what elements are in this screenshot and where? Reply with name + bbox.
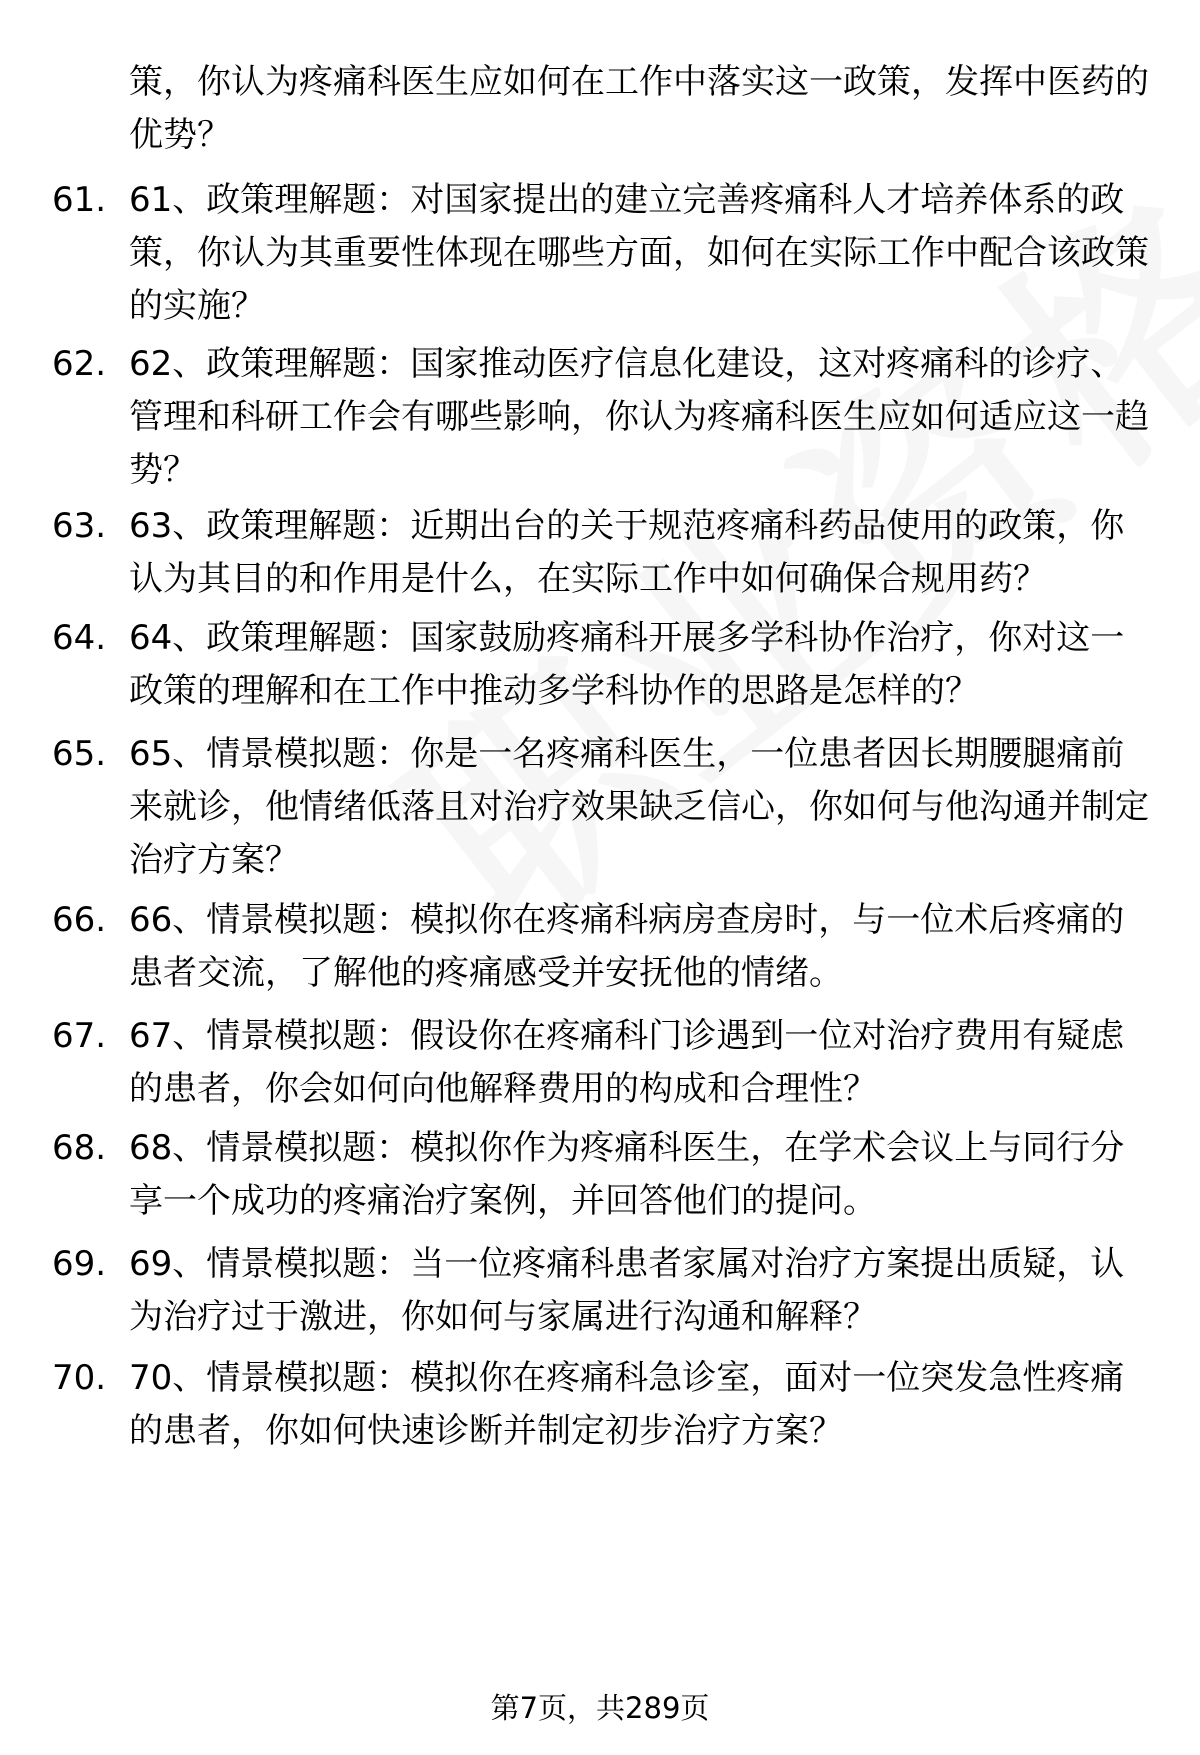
question-number: 70. — [52, 1358, 107, 1398]
question-number: 69. — [52, 1244, 107, 1284]
question-text: 62、政策理解题：国家推动医疗信息化建设，这对疼痛科的诊疗、管理和科研工作会有哪些影响，你认为疼痛科医生应如何适应这一趋势？ — [129, 344, 1149, 490]
question-number: 64. — [52, 618, 107, 658]
question-number: 65. — [52, 734, 107, 774]
question-number: 66. — [52, 900, 107, 940]
question-number: 67. — [52, 1016, 107, 1056]
question-number: 68. — [52, 1128, 107, 1168]
question-text: 66、情景模拟题：模拟你在疼痛科病房查房时，与一位术后疼痛的患者交流，了解他的疼痛感受并安抚他的情绪。 — [129, 900, 1125, 993]
question-number: 63. — [52, 506, 107, 546]
question-text: 61、政策理解题：对国家提出的建立完善疼痛科人才培养体系的政策，你认为其重要性体现在哪些方面，如何在实际工作中配合该政策的实施？ — [129, 180, 1149, 326]
question-text: 68、情景模拟题：模拟你作为疼痛科医生，在学术会议上与同行分享一个成功的疼痛治疗案例，并回答他们的提问。 — [129, 1128, 1125, 1221]
question-text: 69、情景模拟题：当一位疼痛科患者家属对治疗方案提出质疑，认为治疗过于激进，你如何与家属进行沟通和解释？ — [129, 1244, 1125, 1337]
question-text: 65、情景模拟题：你是一名疼痛科医生，一位患者因长期腰腿痛前来就诊，他情绪低落且对治疗效果缺乏信心，你如何与他沟通并制定治疗方案？ — [129, 734, 1149, 880]
question-number: 61. — [52, 180, 107, 220]
page-footer: 第7页，共289页 — [490, 1691, 710, 1725]
question-text: 63、政策理解题：近期出台的关于规范疼痛科药品使用的政策，你认为其目的和作用是什么，在实际工作中如何确保合规用药？ — [129, 506, 1125, 599]
continuation-text: 策，你认为疼痛科医生应如何在工作中落实这一政策，发挥中医药的优势？ — [129, 62, 1149, 155]
question-text: 64、政策理解题：国家鼓励疼痛科开展多学科协作治疗，你对这一政策的理解和在工作中推动多学科协作的思路是怎样的？ — [129, 618, 1125, 711]
question-number: 62. — [52, 344, 107, 384]
question-text: 70、情景模拟题：模拟你在疼痛科急诊室，面对一位突发急性疼痛的患者，你如何快速诊断并制定初步治疗方案？ — [129, 1358, 1125, 1451]
question-text: 67、情景模拟题：假设你在疼痛科门诊遇到一位对治疗费用有疑虑的患者，你会如何向他解释费用的构成和合理性？ — [129, 1016, 1125, 1109]
